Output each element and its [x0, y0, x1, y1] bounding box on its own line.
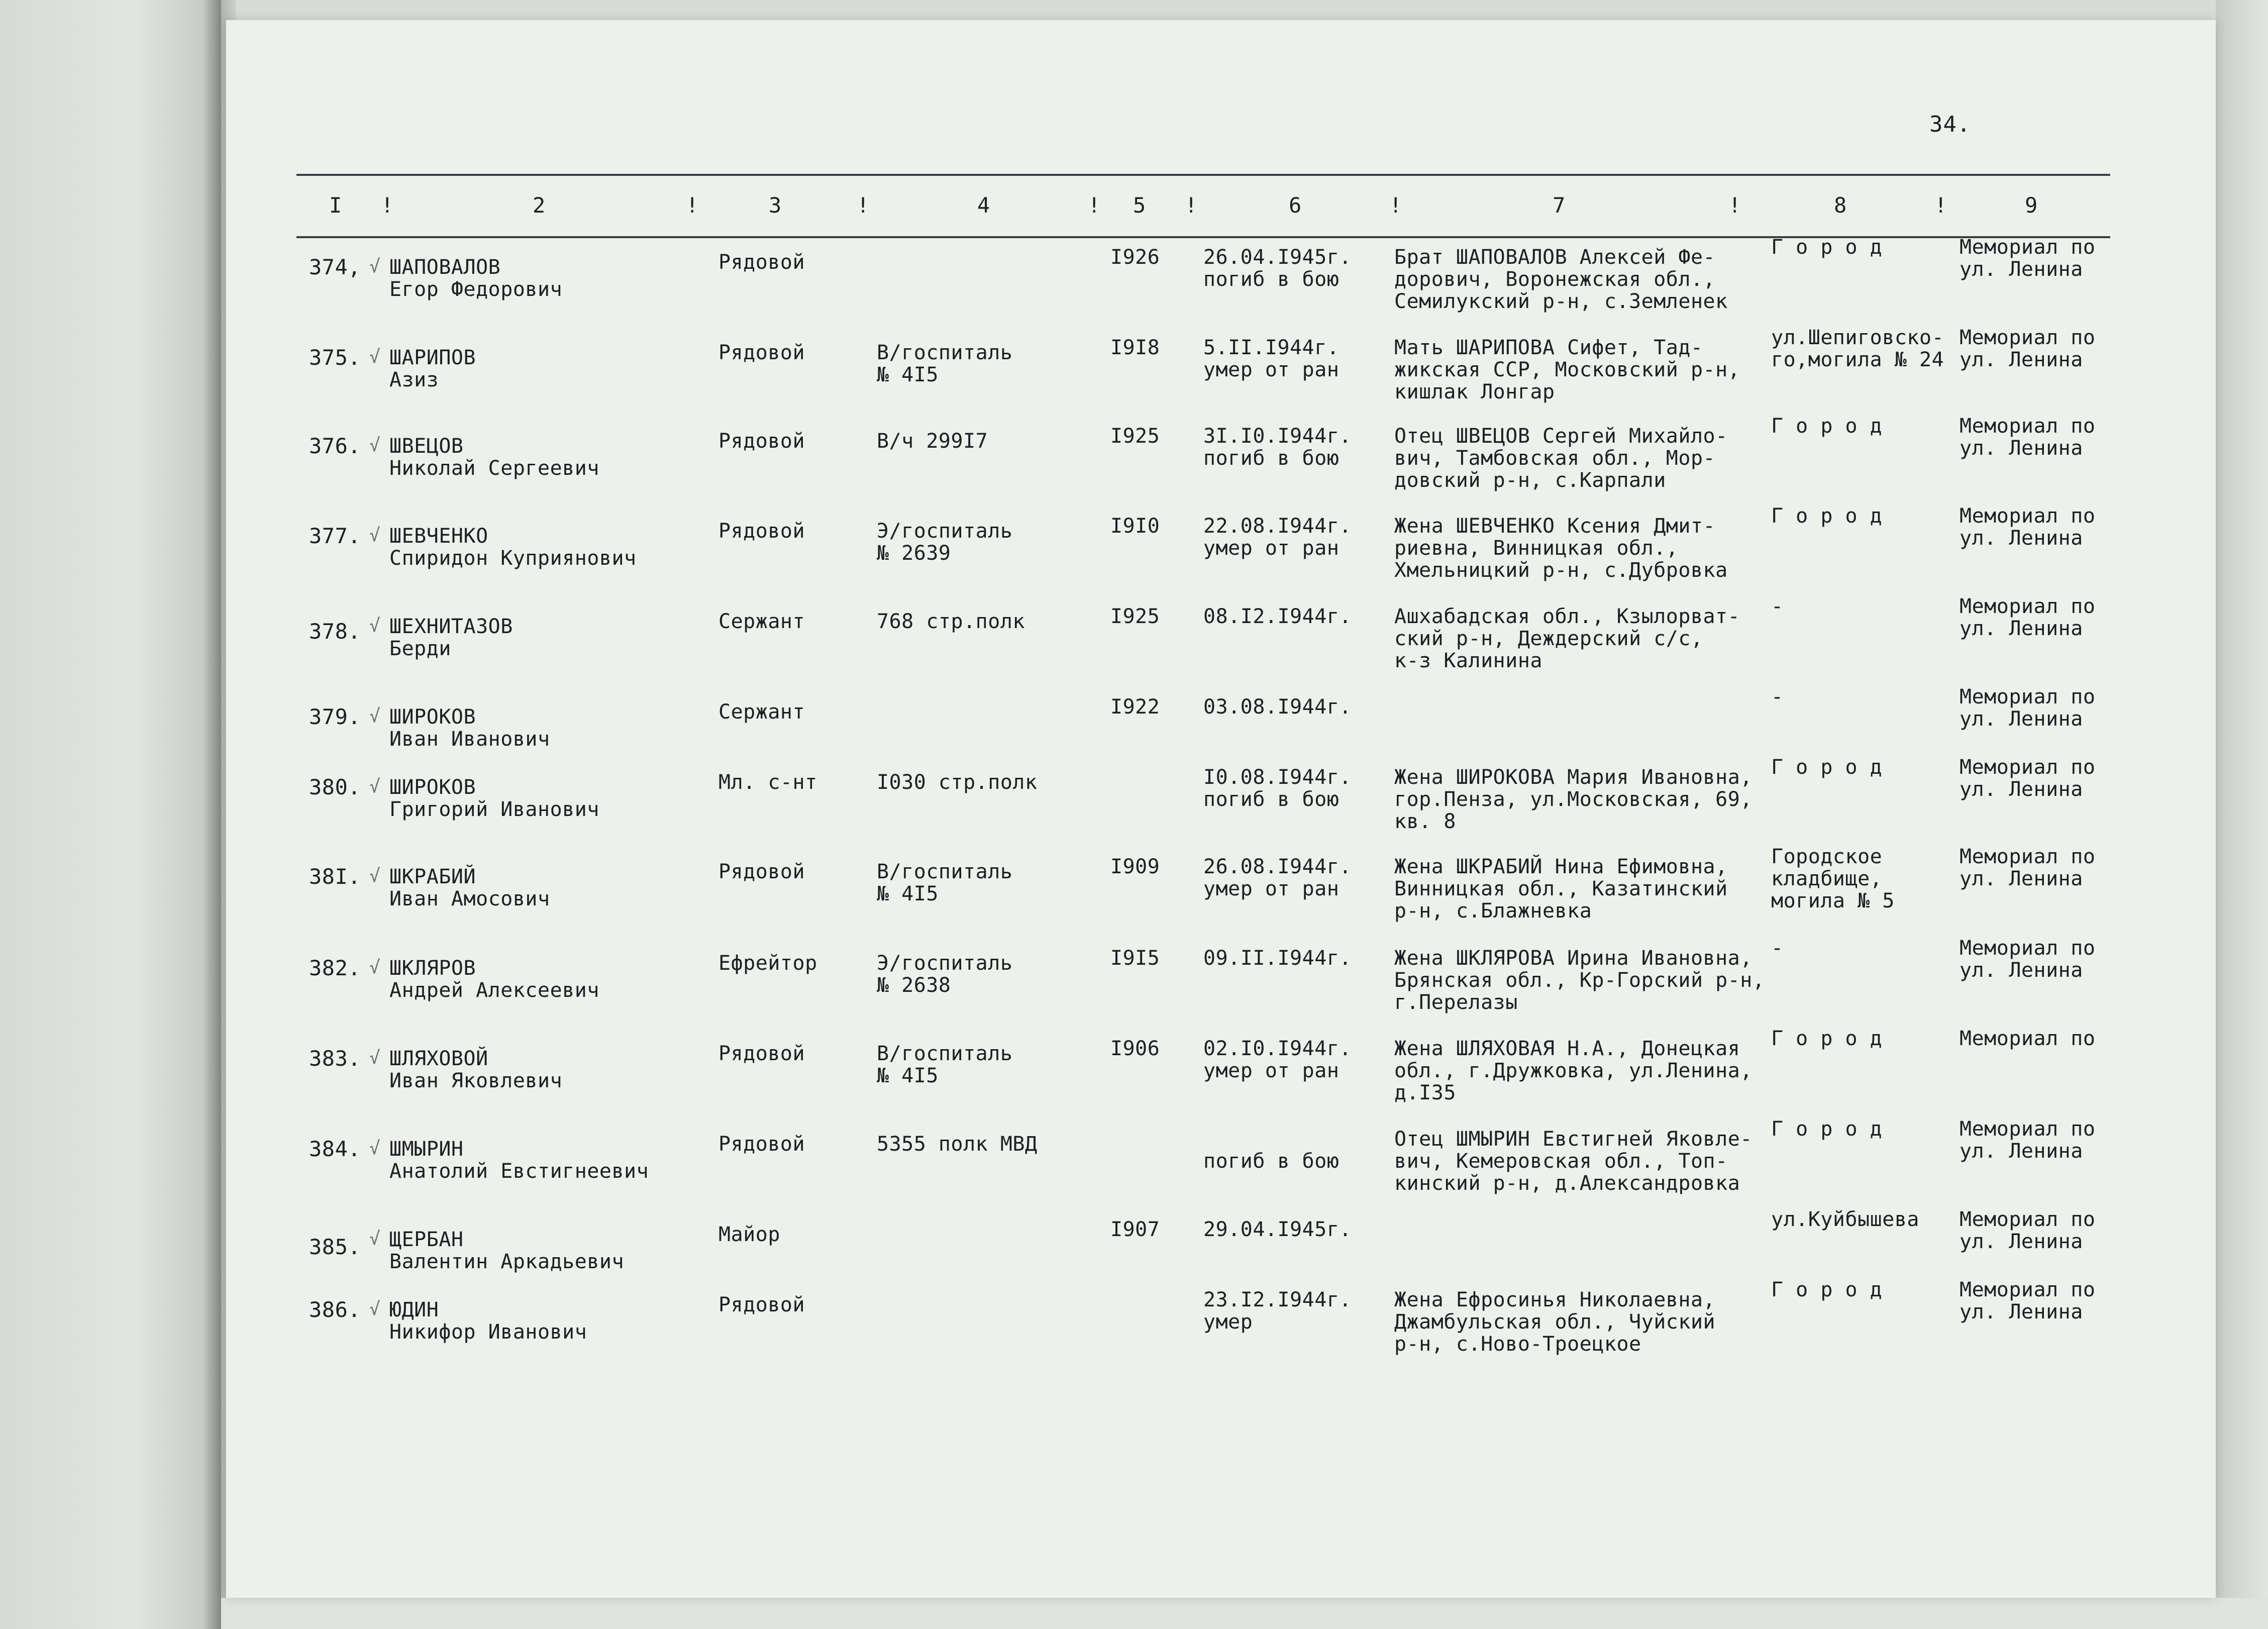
birth-year: I909 — [1110, 855, 1160, 878]
rank: Майор — [718, 1223, 780, 1246]
cause-of-death: погиб в бою — [1203, 268, 1339, 291]
column-separator: ! — [686, 193, 699, 218]
row-number: 385. — [309, 1235, 361, 1259]
military-unit: Э/госпиталь № 2639 — [877, 520, 1013, 565]
column-separator: ! — [857, 193, 870, 218]
rank: Рядовой — [718, 1133, 805, 1156]
date-of-death: 29.04.I945г. — [1203, 1218, 1352, 1241]
check-mark-icon: √ — [369, 1048, 380, 1068]
rank: Рядовой — [718, 1042, 805, 1065]
memorial: Мемориал по ул. Ленина — [1960, 1208, 2096, 1253]
relative-address: Мать ШАРИПОВА Сифет, Тад- жикская ССР, Московский р-н, кишлак Лонгар — [1394, 336, 1740, 403]
page-right-edge — [2216, 0, 2268, 1629]
given-names: Иван Амосович — [389, 887, 550, 910]
relative-address: Жена Ефросинья Николаевна, Джамбульская обл., Чуйский р-н, с.Ново-Троецкое — [1394, 1288, 1716, 1356]
row-number: 382. — [309, 956, 361, 980]
military-unit: 5355 полк МВД — [877, 1133, 1038, 1156]
date-of-death: 09.II.I944г. — [1203, 947, 1352, 970]
row-number: 383. — [309, 1046, 361, 1071]
relative-address: Жена ШЛЯХОВАЯ Н.А., Донецкая обл., г.Дружковка, ул.Ленина, д.I35 — [1394, 1037, 1752, 1104]
cause-of-death: умер — [1203, 1310, 1253, 1334]
rank: Сержант — [718, 700, 805, 724]
military-unit: В/госпиталь № 4I5 — [877, 1042, 1013, 1087]
surname: ШВЕЦОВ — [389, 435, 464, 458]
column-header-4: 4 — [977, 193, 990, 218]
column-header-2: 2 — [533, 193, 546, 218]
surname: ЮДИН — [389, 1298, 439, 1321]
birth-year: I9I8 — [1110, 336, 1160, 359]
birth-year: I9I0 — [1110, 515, 1160, 538]
relative-address: Жена ШКЛЯРОВА Ирина Ивановна, Брянская обл., Кр-Горский р-н, г.Перелазы — [1394, 947, 1765, 1014]
row-number: 386. — [309, 1297, 361, 1322]
check-mark-icon: √ — [369, 1229, 380, 1249]
burial-place: ул.Шепиговско- го,могила № 24 — [1771, 326, 1944, 371]
military-unit: В/госпиталь № 4I5 — [877, 860, 1013, 905]
given-names: Иван Яковлевич — [389, 1069, 563, 1092]
column-separator: ! — [1934, 193, 1947, 218]
cause-of-death: погиб в бою — [1203, 447, 1339, 470]
surname: ШАПОВАЛОВ — [389, 256, 501, 279]
burial-place: - — [1771, 595, 1784, 618]
given-names: Анатолий Евстигнеевич — [389, 1160, 649, 1183]
given-names: Николай Сергеевич — [389, 457, 599, 480]
surname: ШМЫРИН — [389, 1138, 464, 1161]
burial-place: Г о р о д — [1771, 1117, 1883, 1141]
check-mark-icon: √ — [369, 525, 380, 546]
date-of-death: 03.08.I944г. — [1203, 695, 1352, 719]
check-mark-icon: √ — [369, 706, 380, 727]
row-number: 374, — [309, 255, 361, 279]
given-names: Валентин Аркадьевич — [389, 1250, 625, 1273]
memorial: Мемориал по ул. Ленина — [1960, 756, 2096, 801]
column-separator: ! — [1185, 193, 1198, 218]
cause-of-death: умер от ран — [1203, 537, 1339, 560]
burial-place: Г о р о д — [1771, 504, 1883, 528]
given-names: Берди — [389, 637, 451, 660]
burial-place: Г о р о д — [1771, 756, 1883, 779]
check-mark-icon: √ — [369, 347, 380, 367]
check-mark-icon: √ — [369, 776, 380, 797]
row-number: 376. — [309, 434, 361, 458]
burial-place: Г о р о д — [1771, 415, 1883, 438]
rank: Рядовой — [718, 860, 805, 883]
column-separator: ! — [1728, 193, 1741, 218]
birth-year: I925 — [1110, 605, 1160, 628]
date-of-death: 02.I0.I944г. — [1203, 1037, 1352, 1060]
column-header-1: I — [329, 193, 342, 218]
surname: ШКРАБИЙ — [389, 865, 476, 888]
row-number: 384. — [309, 1137, 361, 1161]
memorial: Мемориал по ул. Ленина — [1960, 685, 2096, 731]
cause-of-death: умер от ран — [1203, 358, 1339, 381]
page-bottom-edge — [221, 1598, 2268, 1629]
burial-place: ул.Куйбышева — [1771, 1208, 1919, 1231]
military-unit: I030 стр.полк — [877, 771, 1038, 794]
given-names: Никифор Иванович — [389, 1320, 587, 1344]
surname: ШИРОКОВ — [389, 776, 476, 799]
memorial: Мемориал по ул. Ленина — [1960, 1117, 2096, 1163]
relative-address: Ашхабадская обл., Кзылорват- ский р-н, Деждерский с/с, к-з Калинина — [1394, 605, 1740, 672]
military-unit: В/госпиталь № 4I5 — [877, 341, 1013, 386]
cause-of-death: погиб в бою — [1203, 1150, 1339, 1173]
column-header-3: 3 — [769, 193, 782, 218]
birth-year: I906 — [1110, 1037, 1160, 1060]
given-names: Григорий Иванович — [389, 798, 599, 821]
surname: ШИРОКОВ — [389, 705, 476, 729]
column-separator: ! — [1389, 193, 1402, 218]
column-header-8: 8 — [1834, 193, 1847, 218]
check-mark-icon: √ — [369, 1299, 380, 1319]
given-names: Спиридон Куприянович — [389, 547, 637, 570]
rank: Рядовой — [718, 430, 805, 453]
birth-year: I907 — [1110, 1218, 1160, 1241]
memorial: Мемориал по ул. Ленина — [1960, 845, 2096, 890]
surname: ШАРИПОВ — [389, 346, 476, 369]
date-of-death: 26.08.I944г. — [1203, 855, 1352, 878]
check-mark-icon: √ — [369, 616, 380, 636]
rank: Мл. с-нт — [718, 771, 817, 794]
previous-page-margin — [0, 0, 221, 1629]
row-number: 378. — [309, 619, 361, 644]
birth-year: I922 — [1110, 695, 1160, 719]
rank: Рядовой — [718, 341, 805, 364]
cause-of-death: погиб в бою — [1203, 788, 1339, 811]
date-of-death: 08.I2.I944г. — [1203, 605, 1352, 628]
burial-place: - — [1771, 685, 1784, 708]
given-names: Андрей Алексеевич — [389, 979, 599, 1002]
date-of-death: 23.I2.I944г. — [1203, 1288, 1352, 1311]
given-names: Азиз — [389, 368, 439, 391]
row-number: 379. — [309, 704, 361, 729]
memorial: Мемориал по ул. Ленина — [1960, 326, 2096, 371]
check-mark-icon: √ — [369, 435, 380, 456]
cause-of-death: умер от ран — [1203, 1059, 1339, 1082]
rank: Сержант — [718, 610, 805, 633]
cause-of-death: умер от ран — [1203, 877, 1339, 900]
column-separator: ! — [381, 193, 394, 218]
surname: ШЛЯХОВОЙ — [389, 1047, 488, 1070]
surname: ЩЕРБАН — [389, 1228, 464, 1251]
memorial: Мемориал по ул. Ленина — [1960, 595, 2096, 640]
given-names: Иван Иванович — [389, 728, 550, 751]
row-number: 380. — [309, 775, 361, 799]
burial-place: - — [1771, 937, 1784, 960]
surname: ШЕХНИТАЗОВ — [389, 615, 513, 638]
column-separator: ! — [1088, 193, 1101, 218]
date-of-death: 5.II.I944г. — [1203, 336, 1339, 359]
surname: ШЕВЧЕНКО — [389, 525, 488, 548]
memorial: Мемориал по — [1960, 1027, 2096, 1050]
memorial: Мемориал по ул. Ленина — [1960, 415, 2096, 460]
memorial: Мемориал по ул. Ленина — [1960, 937, 2096, 982]
column-header-5: 5 — [1133, 193, 1146, 218]
memorial: Мемориал по ул. Ленина — [1960, 1278, 2096, 1323]
burial-place: Городское кладбище, могила № 5 — [1771, 845, 1895, 912]
relative-address: Брат ШАПОВАЛОВ Алексей Фе- дорович, Воронежская обл., Семилукский р-н, с.Земленек — [1394, 246, 1728, 313]
memorial: Мемориал по ул. Ленина — [1960, 236, 2096, 281]
burial-place: Г о р о д — [1771, 1278, 1883, 1301]
birth-year: I926 — [1110, 246, 1160, 269]
rank: Рядовой — [718, 251, 805, 274]
military-unit: В/ч 299I7 — [877, 430, 988, 453]
birth-year: I9I5 — [1110, 947, 1160, 970]
memorial: Мемориал по ул. Ленина — [1960, 504, 2096, 550]
given-names: Егор Федорович — [389, 278, 563, 301]
birth-year: I925 — [1110, 425, 1160, 448]
rank: Рядовой — [718, 520, 805, 543]
burial-place: Г о р о д — [1771, 236, 1883, 259]
row-number: 375. — [309, 345, 361, 370]
check-mark-icon: √ — [369, 957, 380, 978]
military-unit: 768 стр.полк — [877, 610, 1025, 633]
military-unit: Э/госпиталь № 2638 — [877, 952, 1013, 997]
check-mark-icon: √ — [369, 1138, 380, 1159]
page-number: 34. — [1929, 112, 1971, 137]
relative-address: Отец ШМЫРИН Евстигней Яковле- вич, Кемеровская обл., Топ- кинский р-н, д.Александровка — [1394, 1128, 1752, 1195]
relative-address: Жена ШИРОКОВА Мария Ивановна, гор.Пенза, ул.Московская, 69, кв. 8 — [1394, 766, 1752, 833]
date-of-death: 22.08.I944г. — [1203, 515, 1352, 538]
column-header-7: 7 — [1553, 193, 1566, 218]
column-header-6: 6 — [1289, 193, 1302, 218]
row-number: 38I. — [309, 864, 361, 889]
surname: ШКЛЯРОВ — [389, 957, 476, 980]
burial-place: Г о р о д — [1771, 1027, 1883, 1050]
date-of-death: I0.08.I944г. — [1203, 766, 1352, 789]
date-of-death: 3I.I0.I944г. — [1203, 425, 1352, 448]
column-header-9: 9 — [2025, 193, 2038, 218]
relative-address: Отец ШВЕЦОВ Сергей Михайло- вич, Тамбовская обл., Мор- довский р-н, с.Карпали — [1394, 425, 1728, 492]
check-mark-icon: √ — [369, 256, 380, 277]
relative-address: Жена ШЕВЧЕНКО Ксения Дмит- риевна, Винницкая обл., Хмельницкий р-н, с.Дубровка — [1394, 515, 1728, 582]
header-top-rule — [296, 174, 2110, 176]
rank: Рядовой — [718, 1293, 805, 1316]
rank: Ефрейтор — [718, 952, 817, 975]
relative-address: Жена ШКРАБИЙ Нина Ефимовна, Винницкая обл., Казатинский р-н, с.Блажневка — [1394, 855, 1728, 923]
date-of-death: 26.04.I945г. — [1203, 246, 1352, 269]
check-mark-icon: √ — [369, 866, 380, 886]
row-number: 377. — [309, 524, 361, 548]
